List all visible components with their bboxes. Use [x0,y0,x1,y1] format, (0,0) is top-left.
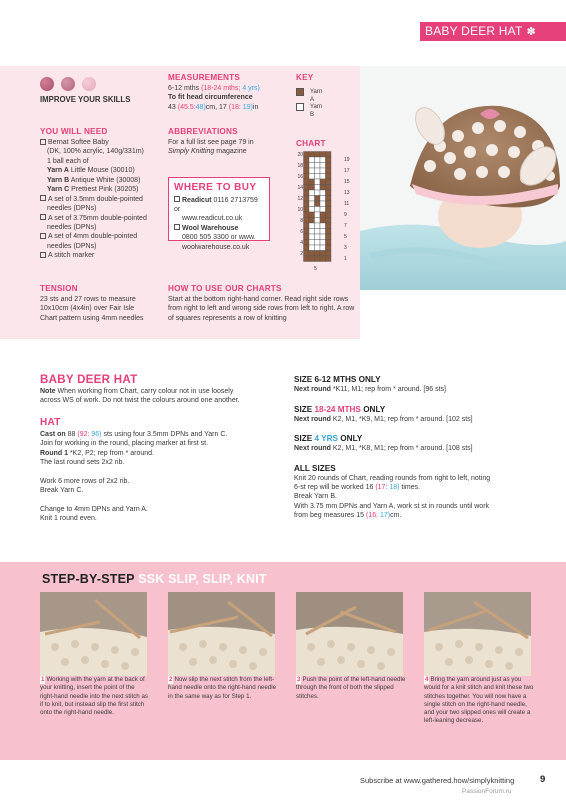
watermark: PassionForum.ru [462,788,512,795]
chart-cell [315,234,321,240]
flower-icon: ✽ [526,26,536,38]
chart-cell [309,256,315,262]
tension-heading: TENSION [40,284,78,293]
chart-cell [304,201,310,207]
checkbox-icon [40,252,46,258]
shop1-url[interactable]: www.readicut.co.uk [182,215,243,223]
chart-cell [304,251,310,257]
chart-cell [326,245,332,251]
chart-cell [304,223,310,229]
abbreviations-text: For a full list see page 79 in Simply Knitting magazine [168,139,254,156]
chart-cell [320,196,326,202]
chart-cell [320,168,326,174]
chart-cell [315,218,321,224]
chart-row-number: 16 [297,174,303,180]
chart-cell [326,196,332,202]
chart-cell [304,190,310,196]
chart-cell [309,157,315,163]
pattern-heading: BABY DEER HAT [40,374,138,386]
chart-cell [309,185,315,191]
chart-cell [309,245,315,251]
chart-cell [304,157,310,163]
checkbox-icon [174,196,180,202]
step-3-photo [296,592,403,676]
chart-cell [320,223,326,229]
chart-cell [304,229,310,235]
chart-cell [304,185,310,191]
chart-cell [315,212,321,218]
chart-cell [320,185,326,191]
size-instructions: SIZE 6-12 MTHS ONLY Next round *K11, M1; rep from * around. [96 sts] SIZE 18-24 MTHS ONLY Next round K2, M1, *K9, M1; rep from * around. [102 sts] SIZE 4 YRS ONLY Next round K2, M1, *K8, M1; rep from * around. [108 sts] ALL SIZES Knit 20 rounds of Chart, reading rounds from right to left, noting 6-st rep will be worked 16 (17: 18) times. Break Yarn B. With 3.75 mm DPNs and Yarn A, work st st in rounds until work from beg measures 15 (16: 17)cm. [294,375,491,520]
chart-cell [320,201,326,207]
chart-cell [320,163,326,169]
checkbox-icon [40,233,46,239]
chart-cell [315,185,321,191]
chart-row-number: 18 [297,163,303,169]
step-4-photo [424,592,531,676]
chart-row-number: 8 [300,218,303,224]
chart-cell [304,196,310,202]
chart-cell [326,240,332,246]
chart-cell [315,196,321,202]
where-to-buy-box: WHERE TO BUY Readicut 0116 2713759 or www.readicut.co.uk Wool Warehouse 0800 505 3300 or www. woolwarehouse.co.uk [168,177,270,241]
chart-cell [304,207,310,213]
chart-bottom-number: 5 [314,266,317,272]
chart-cell [309,218,315,224]
checkbox-icon [40,195,46,201]
chart-cell [309,223,315,229]
step-3-text: 3 Push the point of the left-hand needle through the front of both the slipped stitches. [296,676,406,700]
chart-cell [309,168,315,174]
chart-cell [315,179,321,185]
yarn-a-swatch [296,88,304,96]
baby-hat-photo [360,66,566,290]
chart-cell [326,207,332,213]
chart-cell [320,229,326,235]
chart-cell [309,240,315,246]
chart-row-number: 15 [344,179,350,185]
improve-skills-label: IMPROVE YOUR SKILLS [40,95,131,104]
chart-cell [304,234,310,240]
chart-cell [320,240,326,246]
chart-cell [315,251,321,257]
chart-row-number: 7 [344,223,347,229]
chart-cell [320,234,326,240]
chart-cell [309,163,315,169]
chart-cell [326,256,332,262]
chart-cell [320,190,326,196]
chart-cell [315,168,321,174]
chart-row-number: 1 [344,256,347,262]
chart-cell [320,152,326,158]
how-to-text: Start at the bottom right-hand corner. Read right side rows from right to left and wrong side rows from left to right. A row of squares represents a row of knitting [168,296,355,322]
chart-cell [320,218,326,224]
tension-text: 23 sts and 27 rows to measure 10x10cm (4x4in) over Fair Isle Chart pattern using 4mm needles [40,296,144,322]
chart-cell [309,201,315,207]
chart-row-number: 10 [297,207,303,213]
chart-cell [304,152,310,158]
hat-instructions: Cast on 88 (92: 96) sts using four 3.5mm DPNs and Yarn C. Join for working in the round, placing marker at first st. Round 1 *K2, P2; rep from * around. The last round sets 2x2 rib. Work 6 more rows of 2x2 rib. Break Yarn C. Change to 4mm DPNs and Yarn A. Knit 1 round even. [40,431,228,523]
chart-cell [315,152,321,158]
chart-cell [309,152,315,158]
chart-cell [320,174,326,180]
chart-cell [326,168,332,174]
chart-cell [326,229,332,235]
chart-cell [315,201,321,207]
knitting-chart [303,151,339,262]
chart-cell [309,234,315,240]
chart-cell [309,174,315,180]
chart-cell [309,190,315,196]
chart-row-number: 6 [300,229,303,235]
materials-list: Bernat Softee Baby (DK, 100% acrylic, 140g/331m) 1 ball each of Yarn A Little Mouse (30010) Yarn B Antique White (30008) Yarn C Prettiest Pink (30205) A set of 3.5mm double-pointed needles (DPNs) A set of 3.75mm double-pointed needles (DPNs) A set of 4mm double-pointed needles (DPNs) A stitch marker [40,138,165,261]
chart-row-number: 5 [344,234,347,240]
page-title-bar [420,22,566,41]
you-will-need-heading: YOU WILL NEED [40,127,108,136]
hat-heading: HAT [40,417,61,428]
chart-cell [326,190,332,196]
chart-cell [309,229,315,235]
yarn-balls-icon [40,77,100,93]
chart-row-number: 20 [297,152,303,158]
page-number: 9 [540,774,546,785]
chart-cell [320,157,326,163]
key-heading: KEY [296,73,314,82]
chart-row-number: 12 [297,196,303,202]
chart-cell [309,196,315,202]
chart-cell [326,201,332,207]
chart-cell [326,152,332,158]
step-1-photo [40,592,147,676]
chart-cell [309,207,315,213]
step-2-photo [168,592,275,676]
chart-row-number: 14 [297,185,303,191]
chart-cell [326,157,332,163]
chart-cell [304,240,310,246]
chart-row-number: 4 [300,240,303,246]
chart-cell [304,179,310,185]
chart-cell [315,256,321,262]
chart-cell [304,168,310,174]
checkbox-icon [40,214,46,220]
chart-cell [320,207,326,213]
measurements-text: 6-12 mths (18-24 mths; 4 yrs) To fit head circumference 43 (45.5:48)cm, 17 (18: 19)in [168,85,260,111]
chart-cell [326,179,332,185]
chart-row-number: 3 [344,245,347,251]
chart-cell [326,163,332,169]
chart-row-number: 9 [344,212,347,218]
chart-cell [315,240,321,246]
chart-cell [315,223,321,229]
abbreviations-heading: ABBREVIATIONS [168,127,238,136]
where-to-buy-heading: WHERE TO BUY [174,182,257,193]
step-by-step-title: STEP-BY-STEP SSK SLIP, SLIP, KNIT [42,572,267,586]
page-title: BABY DEER HAT [425,24,523,38]
chart-cell [304,174,310,180]
chart-cell [304,256,310,262]
chart-cell [320,251,326,257]
chart-cell [315,174,321,180]
chart-right-numbers [344,155,356,265]
chart-cell [304,245,310,251]
chart-heading: CHART [296,139,326,148]
chart-row-number: 11 [344,201,350,207]
chart-cell [309,179,315,185]
chart-cell [315,163,321,169]
step-4-text: 4 Bring the yarn around just as you would for a knit stitch and knit these two stitches together. You will now have a single stitch on the right-hand needle, and your two slipped ones will create a left-leaning decrease. [424,676,534,725]
chart-cell [320,256,326,262]
chart-cell [315,245,321,251]
checkbox-icon [174,224,180,230]
chart-cell [304,163,310,169]
yarn-b-swatch [296,103,304,111]
chart-cell [304,218,310,224]
chart-cell [326,185,332,191]
pattern-note: Note When working from Chart, carry colour not in use loosely across WS of work. Do not twist the colours around one another. [40,388,240,405]
checkbox-icon [40,139,46,145]
chart-cell [315,157,321,163]
chart-cell [326,212,332,218]
chart-left-numbers [291,150,303,260]
chart-cell [326,174,332,180]
chart-cell [315,229,321,235]
chart-row-number: 19 [344,157,350,163]
chart-cell [320,179,326,185]
chart-cell [320,245,326,251]
measurements-heading: MEASUREMENTS [168,73,240,82]
how-to-heading: HOW TO USE OUR CHARTS [168,284,282,293]
chart-row-number: 2 [300,251,303,257]
chart-cell [309,212,315,218]
chart-cell [326,218,332,224]
shop2-url[interactable]: woolwarehouse.co.uk [182,243,250,251]
chart-cell [315,190,321,196]
step-1-text: 1 Working with the yarn at the back of your knitting, insert the point of the right-hand needle into the next stitch as if to knit, but instead slip the first stitch onto the right-hand needle. [40,676,149,716]
chart-row-number: 17 [344,168,350,174]
step-2-text: 2 Now slip the next stitch from the left-hand needle onto the right-hand needle in the same way as for Step 1. [168,676,277,700]
chart-cell [326,223,332,229]
chart-cell [326,234,332,240]
chart-cell [315,207,321,213]
chart-cell [304,212,310,218]
chart-cell [309,251,315,257]
chart-row-number: 13 [344,190,350,196]
subscribe-footer[interactable]: Subscribe at www.gathered.how/simplyknitting [360,776,515,785]
chart-cell [320,212,326,218]
chart-cell [326,251,332,257]
